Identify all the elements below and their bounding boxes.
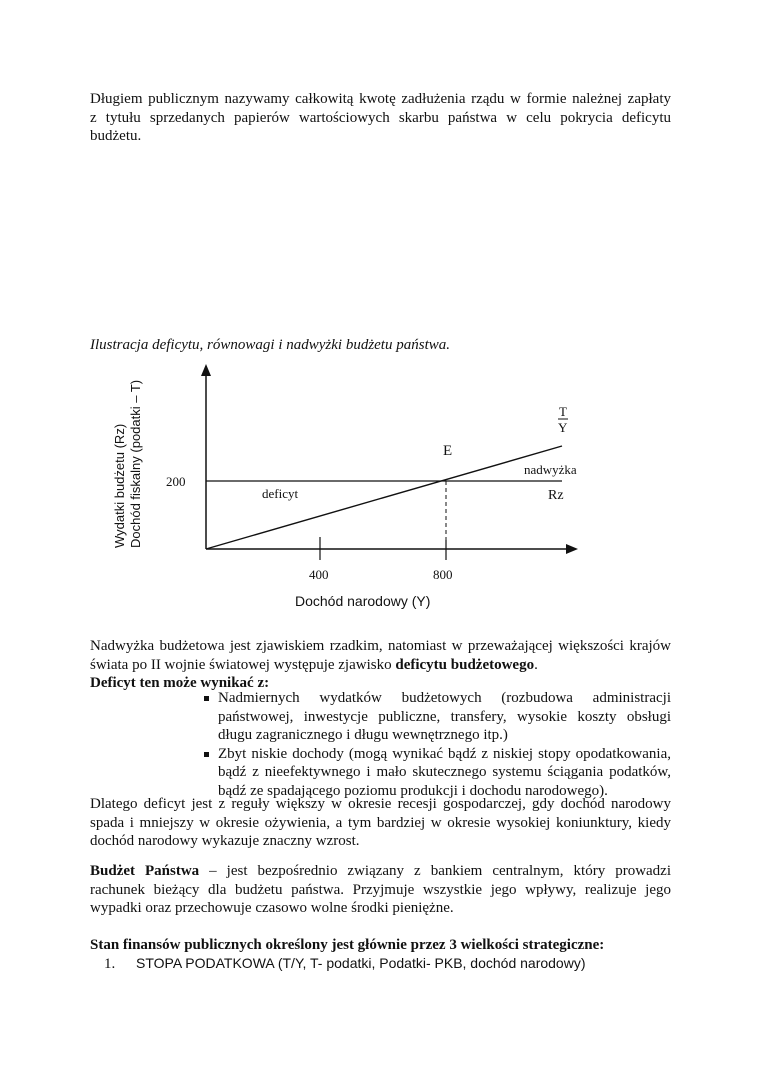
intro-line-2: z tytułu sprzedanych papierów wartościowych skarbu państwa w celu pokrycia deficytu bbox=[90, 109, 671, 126]
surplus-label: nadwyżka bbox=[524, 462, 577, 477]
figure-caption: Ilustracja deficytu, równowagi i nadwyżki budżetu państwa. bbox=[90, 337, 450, 353]
item-text: STOPA PODATKOWA (T/Y, T- podatki, Podatki- PKB, dochód narodowy) bbox=[136, 955, 586, 971]
x-tick-label-400: 400 bbox=[309, 567, 329, 582]
x-tick-label-800: 800 bbox=[433, 567, 453, 582]
cause-item: Zbyt niskie dochody (mogą wynikać bądź z niskiej stopy opodatkowania, bądź z nieefektywnego i mało skutecznego systemu ściągania podatków, bądź ze spadającego poziomu produkcji i dochodu narodowego). bbox=[204, 745, 671, 801]
tax-line bbox=[206, 446, 562, 549]
item-number: 1. bbox=[104, 956, 116, 972]
strategic-quantities-heading: Stan finansów publicznych określony jest głównie przez 3 wielkości strategiczne: bbox=[90, 937, 605, 953]
causes-heading: Deficyt ten może wynikać z: bbox=[90, 675, 270, 691]
bullet-square-icon bbox=[204, 752, 209, 757]
deficit-label: deficyt bbox=[262, 486, 299, 501]
surplus-paragraph bbox=[90, 637, 671, 693]
x-axis-arrow-icon bbox=[566, 544, 578, 554]
recession-paragraph: Dlatego deficyt jest z reguły większy w okresie recesji gospodarczej, gdy dochód narodowy spada i mniejszy w okresie ożywienia, a tym bardziej w okresie wysokiej koniunktury, kiedy dochód narodowy wykazuje znaczny wzrost. bbox=[90, 796, 671, 849]
ty-label-numerator: T bbox=[559, 404, 567, 419]
y-tick-200: 200 bbox=[166, 474, 186, 489]
state-budget-paragraph: Budżet Państwa – jest bezpośrednio związany z bankiem centralnym, który prowadzi rachunek bieżący dla budżetu państwa. Przyjmuje wszystkie jego wpływy, realizuje jego wypadki oraz przechowuje czasowo wolne środki pieniężne. bbox=[90, 863, 672, 916]
x-axis-label: Dochód narodowy (Y) bbox=[295, 593, 431, 609]
numbered-item bbox=[104, 955, 586, 973]
intro-line-3: budżetu. bbox=[90, 128, 142, 144]
para2-line-1: Nadwyżka budżetowa jest zjawiskiem rzadkim, natomiast w przeważającej większości krajów bbox=[90, 638, 671, 654]
y-axis-label-2: Dochód fiskalny (podatki – T) bbox=[128, 379, 143, 548]
ty-label-denominator: Y bbox=[558, 420, 568, 435]
rz-label: Rz bbox=[548, 488, 564, 503]
intro-line-1: Długiem publicznym nazywamy całkowitą kwotę zadłużenia rządu w formie należnej zapłaty bbox=[90, 91, 671, 107]
y-axis-label-1: Wydatki budżetu (Rz) bbox=[112, 423, 127, 548]
para2-line-2: świata po II wojnie światowej występuje zjawisko deficytu budżetowego. bbox=[90, 656, 538, 673]
state-budget-term: Budżet Państwa bbox=[90, 863, 200, 879]
cause-item: Nadmiernych wydatków budżetowych (rozbudowa administracji państwowej, inwestycje publiczne, transfery, wysokie koszty obsługi długu zagranicznego i długu wewnętrznego itp.) bbox=[204, 689, 671, 745]
deficit-emphasis: deficytu budżetowego bbox=[395, 656, 535, 673]
equilibrium-label: E bbox=[443, 443, 453, 459]
causes-list bbox=[204, 689, 671, 800]
bullet-square-icon bbox=[204, 696, 209, 701]
y-axis-arrow-icon bbox=[201, 364, 211, 376]
